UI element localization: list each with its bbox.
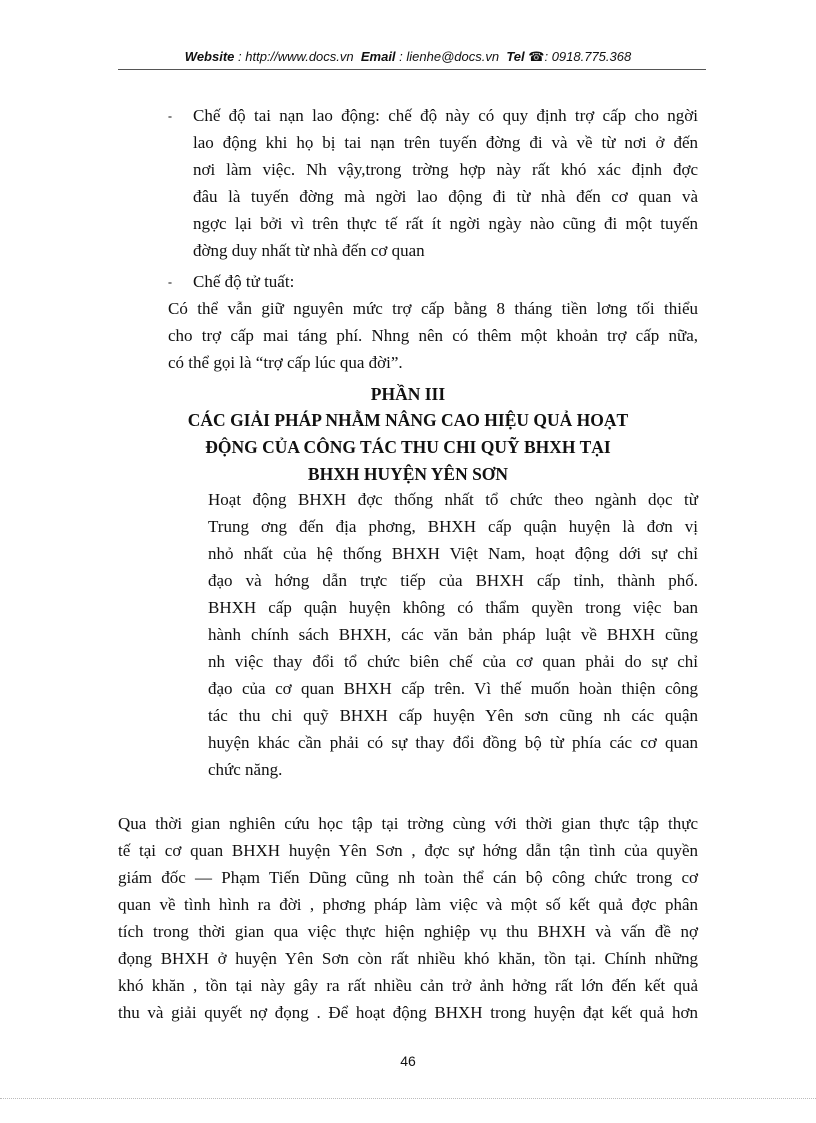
email-value[interactable]: : lienhe@docs.vn	[399, 49, 500, 64]
tel-label: Tel	[506, 49, 525, 64]
page-number: 46	[400, 1053, 416, 1069]
website-value[interactable]: : http://www.docs.vn	[238, 49, 354, 64]
page-bottom-divider	[0, 1098, 816, 1099]
intro-line-11: chức năng.	[208, 760, 283, 779]
body-line-6: đọng BHXH ở huyện Yên Sơn còn rất nhiều khó khăn, tồn tại. Chính những	[118, 949, 698, 968]
bullet-mark: -	[168, 275, 172, 289]
section-heading-line-2: ĐỘNG CỦA CÔNG TÁC THU CHI QUỸ BHXH TẠI	[205, 437, 611, 457]
intro-line-4: đạo và hớng dẫn trực tiếp của BHXH cấp tỉnh, thành phố.	[208, 571, 698, 590]
bullet-1-line-6: đờng duy nhất từ nhà đến cơ quan	[193, 241, 425, 260]
intro-line-9: tác thu chi quỹ BHXH cấp huyện Yên sơn cũng nh các quận	[208, 706, 698, 725]
intro-line-3: nhỏ nhất của hệ thống BHXH Việt Nam, hoạt động dới sự chỉ	[208, 544, 698, 563]
after-line-1: Có thể vẫn giữ nguyên mức trợ cấp bằng 8 tháng tiền lơng tối thiểu	[168, 299, 698, 318]
body-line-2: tế tại cơ quan BHXH huyện Yên Sơn , đợc sự hớng dẫn tận tình của quyền	[118, 841, 698, 860]
header-divider	[118, 69, 706, 70]
bullet-1-line-4: đâu là tuyến đờng mà ngời lao động đi từ nhà đến cơ quan và	[193, 187, 698, 206]
section-heading-part: PHẦN III	[370, 384, 446, 404]
bullet-1-line-2: lao động khi họ bị tai nạn trên tuyến đờng đi và về từ nơi ở đến	[193, 133, 698, 152]
body-line-4: quan về tình hình ra đời , phơng pháp làm việc và một số kết quả đợc phân	[118, 895, 698, 914]
body-line-3: giám đốc — Phạm Tiến Dũng cũng nh toàn thể cán bộ công chức trong cơ	[118, 868, 698, 887]
tel-value: : 0918.775.368	[544, 49, 632, 64]
bullet-1-line-3: nơi làm việc. Nh vậy,trong trờng hợp này rất khó xác định đợc	[193, 160, 698, 179]
email-label: Email	[360, 49, 396, 64]
body-line-8: thu và giải quyết nợ đọng . Để hoạt động BHXH trong huyện đạt kết quả hơn	[118, 1003, 698, 1022]
body-line-7: khó khăn , tồn tại này gây ra rất nhiều cản trở ảnh hởng rất lớn đến kết quả	[118, 976, 698, 995]
intro-line-10: huyện khác cần phải có sự thay đổi đồng bộ từ phía các cơ quan	[208, 733, 698, 752]
after-line-3: có thể gọi là “trợ cấp lúc qua đời”.	[168, 353, 403, 372]
page-header	[0, 49, 816, 65]
bullet-mark: -	[168, 109, 172, 123]
section-heading-line-3: BHXH HUYỆN YÊN SƠN	[307, 464, 509, 484]
bullet-1-line-1: Chế độ tai nạn lao động: chế độ này có quy định trợ cấp cho ngời	[193, 106, 698, 125]
bullet-2-line-1: Chế độ tử tuất:	[193, 272, 295, 291]
bullet-1-line-5: ngợc lại bởi vì trên thực tế rất ít ngời ngày nào cũng đi một tuyến	[193, 214, 698, 233]
after-line-2: cho trợ cấp mai táng phí. Nhng nên có thêm một khoản trợ cấp nữa,	[168, 326, 698, 345]
website-label: Website	[184, 49, 235, 64]
intro-line-8: đạo của cơ quan BHXH cấp trên. Vì thế muốn hoàn thiện công	[208, 679, 698, 698]
intro-line-5: BHXH cấp quận huyện không có thẩm quyền trong việc ban	[208, 598, 698, 617]
body-line-1: Qua thời gian nghiên cứu học tập tại trờng cùng với thời gian thực tập thực	[118, 814, 698, 833]
intro-line-1: Hoạt động BHXH đợc thống nhất tổ chức theo ngành dọc từ	[208, 490, 698, 509]
phone-icon: ☎	[528, 49, 545, 64]
intro-line-7: nh việc thay đổi tổ chức biên chế của cơ quan phải do sự chỉ	[208, 652, 698, 671]
intro-line-6: hành chính sách BHXH, các văn bản pháp luật về BHXH cũng	[208, 625, 698, 644]
body-line-5: tích trong thời gian qua việc thực hiện nghiệp vụ thu BHXH và vấn đề nợ	[118, 922, 698, 941]
section-heading-line-1: CÁC GIẢI PHÁP NHẰM NÂNG CAO HIỆU QUẢ HOẠT	[187, 410, 629, 430]
intro-line-2: Trung ơng đến địa phơng, BHXH cấp quận huyện là đơn vị	[208, 517, 698, 536]
